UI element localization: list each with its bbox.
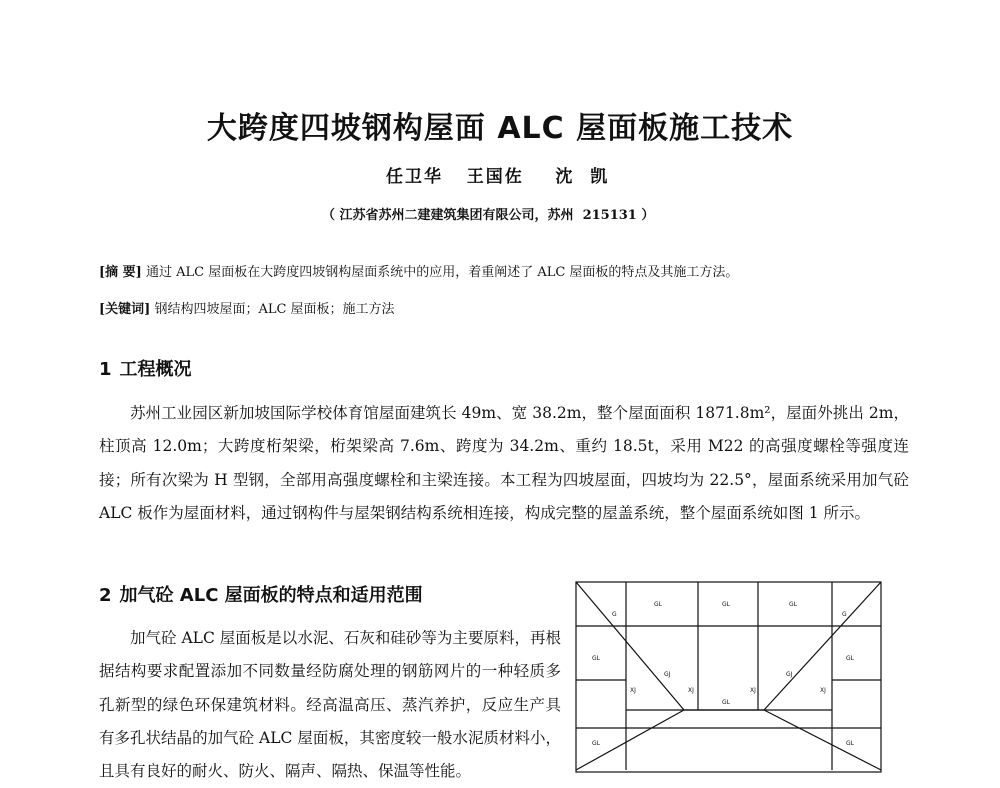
keywords [99, 298, 395, 317]
beam-label: GL [592, 740, 600, 747]
section-title: 加气砼 ALC 屋面板的特点和适用范围 [119, 585, 423, 606]
ridge-label: G [612, 611, 617, 618]
diag-label: GJ [786, 671, 793, 678]
roof-plan-drawing [574, 580, 884, 765]
section-title: 工程概况 [119, 359, 192, 380]
keywords-text: 钢结构四坡屋面；ALC 屋面板；施工方法 [154, 302, 395, 317]
diag-label: GJ [664, 671, 671, 678]
vertical-label: XJ [688, 687, 694, 694]
hip-line [764, 710, 881, 770]
section-number: 2 [99, 585, 112, 606]
roof-outline [576, 582, 881, 772]
section-heading-1 [99, 355, 192, 381]
beam-label: GL [654, 601, 662, 608]
keywords-tag: [关键词] [99, 302, 151, 317]
affiliation: （ 江苏省苏州二建建筑集团有限公司，苏州 215131 ） [322, 208, 655, 223]
beam-label: GL [722, 601, 730, 608]
abstract-text: 通过 ALC 屋面板在大跨度四坡钢构屋面系统中的应用，着重阐述了 ALC 屋面板的特点及其施工方法。 [145, 265, 739, 280]
beam-label: GL [846, 655, 854, 662]
paper-title: 大跨度四坡钢构屋面 ALC 屋面板施工技术 [206, 111, 794, 146]
vertical-label: XJ [750, 687, 756, 694]
section-heading-2 [99, 581, 423, 607]
vertical-label: XJ [630, 687, 636, 694]
beam-label: GL [789, 601, 797, 608]
beam-label: GL [722, 699, 730, 706]
abstract [99, 261, 738, 280]
abstract-tag: [摘 要] [99, 265, 142, 280]
ridge-label: G [842, 611, 847, 618]
roof-plan-figure [574, 580, 884, 765]
vertical-label: XJ [820, 687, 826, 694]
section-2-paragraph: 加气砼 ALC 屋面板是以水泥、石灰和硅砂等为主要原料，再根据结构要求配置添加不同数量经防腐处理的钢筋网片的一种轻质多孔新型的绿色环保建筑材料。经高温高压、蒸汽养护，反应生产具有多孔状结晶的加气砼 ALC 屋面板，其密度较一般水泥质材料小，且具有良好的耐火、防火、隔声、隔热、保温等性能。 [99, 629, 561, 781]
beam-label: GL [846, 740, 854, 747]
section-number: 1 [99, 359, 112, 380]
beam-label: GL [592, 655, 600, 662]
section-1-paragraph: 苏州工业园区新加坡国际学校体育馆屋面建筑长 49m、宽 38.2m，整个屋面面积 1871.8m²，屋面外挑出 2m，柱顶高 12.0m；大跨度桁架梁，桁架梁高 7.6m、跨度为 34.2m、重约 18.5t，采用 M22 的高强度螺栓等强度连接；所有次梁为 H 型钢，全部用高强度螺栓和主梁连接。本工程为四坡屋面，四坡均为 22.5°，屋面系统采用加气砼 ALC 板作为屋面材料，通过钢构件与屋架钢结构系统相连接，构成完整的屋盖系统，整个屋面系统如图 1 所示。 [99, 404, 909, 522]
author-list: 任卫华 王国佐 沈 凯 [386, 167, 610, 187]
